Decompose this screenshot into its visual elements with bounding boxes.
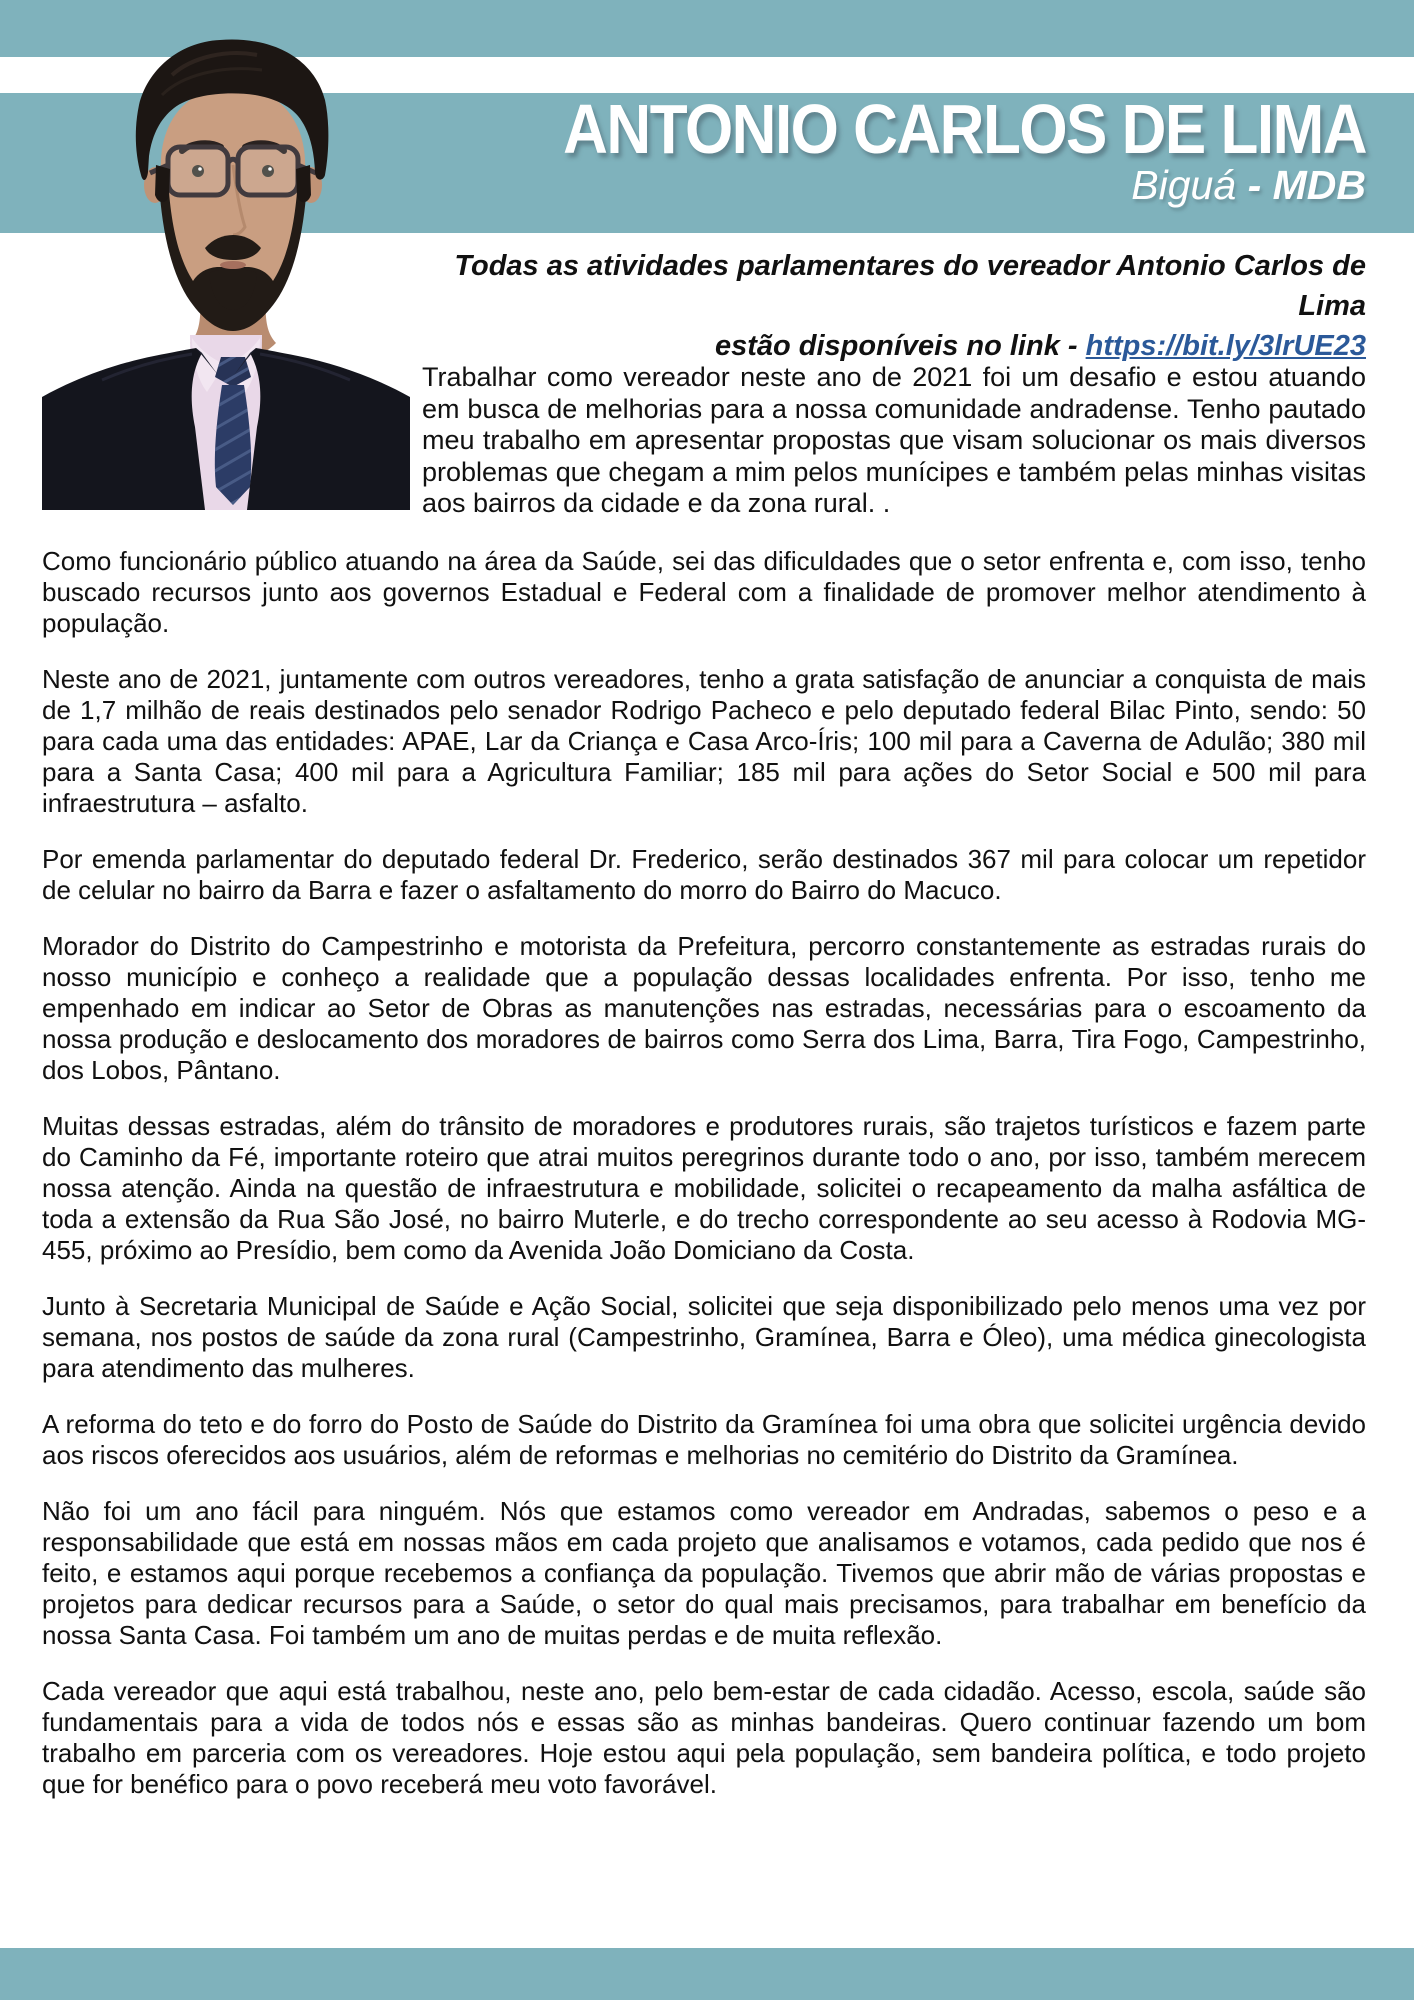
body-paragraph-8: A reforma do teto e do forro do Posto de Saúde do Distrito da Gramínea foi uma obra que solicitei urgência devido aos riscos oferecidos aos usuários, além de reformas e melhorias no cemitério do Distrito da Gramínea. [42, 1409, 1366, 1470]
intro-line2-prefix: estão disponíveis no link - [714, 330, 1086, 362]
intro-line1: Todas as atividades parlamentares do vereador Antonio Carlos de Lima [454, 250, 1366, 322]
page-title: ANTONIO CARLOS DE LIMA [563, 91, 1366, 169]
portrait-photo [42, 35, 410, 510]
body-paragraph-4: Por emenda parlamentar do deputado federal Dr. Frederico, serão destinados 367 mil para colocar um repetidor de celular no bairro da Barra e fazer o asfaltamento do morro do Bairro do Macuco. [42, 844, 1366, 905]
body-paragraph-9: Não foi um ano fácil para ninguém. Nós que estamos como vereador em Andradas, sabemos o peso e a responsabilidade que está em nossas mãos em cada projeto que analisamos e votamos, cada pedido que nos é feito, e estamos aqui porque recebemos a confiança da população. Tivemos que abrir mão de várias propostas e projetos para dedicar recursos para a Saúde, o setor do qual mais precisamos, para trabalhar em benefício da nossa Santa Casa. Foi também um ano de muitas perdas e de muita reflexão. [42, 1496, 1366, 1650]
body-paragraph-6: Muitas dessas estradas, além do trânsito de moradores e produtores rurais, são trajetos turísticos e fazem parte do Caminho da Fé, importante roteiro que atrai muitos peregrinos durante todo o ano, por isso, também merecem nossa atenção. Ainda na questão de infraestrutura e mobilidade, solicitei o recapeamento da malha asfáltica de toda a extensão da Rua São José, no bairro Muterle, e do trecho correspondente ao seu acesso à Rodovia MG- 455, próximo ao Presídio, bem como da Avenida João Domiciano da Costa. [42, 1111, 1366, 1265]
body-paragraph-3: Neste ano de 2021, juntamente com outros vereadores, tenho a grata satisfação de anunciar a conquista de mais de 1,7 milhão de reais destinados pelo senador Rodrigo Pacheco e pelo deputado federal Bilac Pinto, sendo: 50 para cada uma das entidades: APAE, Lar da Criança e Casa Arco-Íris; 100 mil para a Caverna de Adulão; 380 mil para a Santa Casa; 400 mil para a Agricultura Familiar; 185 mil para ações do Setor Social e 500 mil para infraestrutura – asfalto. [42, 664, 1366, 818]
footer-band [0, 1948, 1414, 2000]
body-text [42, 546, 1366, 1800]
intro-note [406, 246, 1366, 366]
subtitle-party: - MDB [1247, 162, 1366, 208]
intro-line2 [406, 326, 1366, 366]
body-paragraph-2: Como funcionário público atuando na área da Saúde, sei das dificuldades que o setor enfrenta e, com isso, tenho buscado recursos junto aos governos Estadual e Federal com a finalidade de promover melhor atendimento à população. [42, 546, 1366, 638]
body-paragraph-7: Junto à Secretaria Municipal de Saúde e Ação Social, solicitei que seja disponibilizado pelo menos uma vez por semana, nos postos de saúde da zona rural (Campestrinho, Gramínea, Barra e Óleo), uma médica ginecologista para atendimento das mulheres. [42, 1291, 1366, 1383]
subtitle-city: Biguá [1131, 162, 1237, 208]
header [563, 91, 1366, 208]
activities-link[interactable]: https://bit.ly/3lrUE23 [1085, 330, 1366, 362]
page-subtitle [563, 162, 1366, 208]
body-paragraph-10: Cada vereador que aqui está trabalhou, neste ano, pelo bem-estar de cada cidadão. Acesso, escola, saúde são fundamentais para a vida de todos nós e essas são as minhas bandeiras. Quero continuar fazendo um bom trabalho em parceria com os vereadores. Hoje estou aqui pela população, sem bandeira política, e todo projeto que for benéfico para o povo receberá meu voto favorável. [42, 1676, 1366, 1799]
body-paragraph-1: Trabalhar como vereador neste ano de 2021 foi um desafio e estou atuando em busca de melhorias para a nossa comunidade andradense. Tenho pautado meu trabalho em apresentar propostas que visam solucionar os mais diversos problemas que chegam a mim pelos munícipes e também pelas minhas visitas aos bairros da cidade e da zona rural. . [422, 362, 1366, 518]
body-paragraph-5: Morador do Distrito do Campestrinho e motorista da Prefeitura, percorro constantemente as estradas rurais do nosso município e conheço a realidade que a população dessas localidades enfrenta. Por isso, tenho me empenhado em indicar ao Setor de Obras as manutenções nas estradas, necessárias para o escoamento da nossa produção e deslocamento dos moradores de bairros como Serra dos Lima, Barra, Tira Fogo, Campestrinho, dos Lobos, Pântano. [42, 931, 1366, 1085]
